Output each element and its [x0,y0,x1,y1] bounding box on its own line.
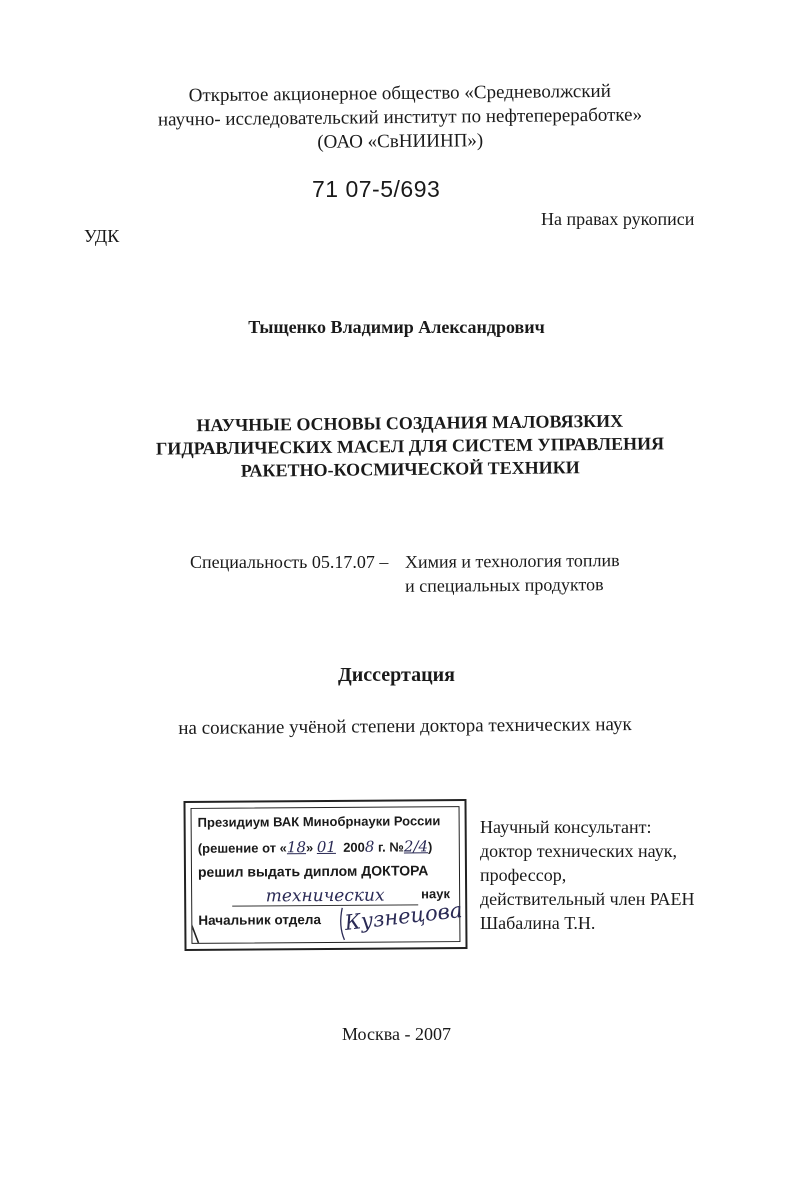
stamp-mid: » [305,840,314,856]
specialty-value-line-1: Химия и технология топлив [404,550,620,572]
scientific-consultant [480,815,695,935]
title-line-1: НАУЧНЫЕ ОСНОВЫ СОЗДАНИЯ МАЛОВЯЗКИХ [196,410,624,436]
stamp-line-1: Президиум ВАК Минобрнауки России [197,813,441,830]
organization-line-2: научно- исследовательский институт по нефтепереработке» [157,104,643,131]
specialty-value-line-2: и специальных продуктов [405,574,604,596]
degree-line: на соискание учёной степени доктора технических наук [178,714,632,739]
consultant-line-2: доктор технических наук, [480,841,677,861]
organization-line-3: (ОАО «СвНИИНП») [317,130,484,153]
consultant-line-1: Научный консультант: [480,817,652,837]
stamp-line-3: решил выдать диплом ДОКТОРА [197,862,429,880]
stamp-year-part: 200 [343,839,365,855]
stamp-year-handwritten: 8 [364,837,375,856]
stamp-number-handwritten: 2/4 [403,837,429,856]
signature-hook-stroke [341,908,345,940]
udk-label: УДК [84,226,120,246]
title-line-3: РАКЕТНО-КОСМИЧЕСКОЙ ТЕХНИКИ [240,457,580,481]
dissertation-title [110,409,711,484]
rights-note: На правах рукописи [541,209,695,229]
stamp-signature: Кузнецова [343,897,464,935]
specialty-label: Специальность 05.17.07 – [190,552,389,572]
organization-line-1: Открытое акционерное общество «Средневолжский [188,80,611,107]
archive-code: 71 07-5/693 [312,176,441,202]
stamp-month-handwritten: 01 [316,837,336,857]
signature-strokes [192,807,458,944]
signature-left-stroke [192,905,199,943]
specialty-value [405,548,620,598]
vak-stamp [183,799,467,951]
stamp-line-5: Начальник отдела [198,912,321,928]
consultant-line-3: профессор, [480,865,567,885]
consultant-line-5: Шабалина Т.Н. [480,913,596,933]
stamp-day-handwritten: 18 [286,838,307,857]
vak-stamp-inner-frame [191,806,464,944]
organization-header [120,79,681,157]
stamp-field-handwritten: технических [232,886,418,906]
city-year: Москва - 2007 [342,1024,451,1044]
stamp-decision-prefix: (решение от « [197,840,287,856]
document-type: Диссертация [338,664,455,686]
stamp-decision-suffix: ) [427,839,433,855]
stamp-line-4-suffix: наук [421,886,451,902]
author-name: Тыщенко Владимир Александрович [248,317,545,337]
consultant-line-4: действительный член РАЕН [480,889,695,909]
title-line-2: ГИДРАВЛИЧЕСКИХ МАСЕЛ ДЛЯ СИСТЕМ УПРАВЛЕНИЯ [155,433,665,459]
stamp-number-prefix: г. № [374,839,404,855]
